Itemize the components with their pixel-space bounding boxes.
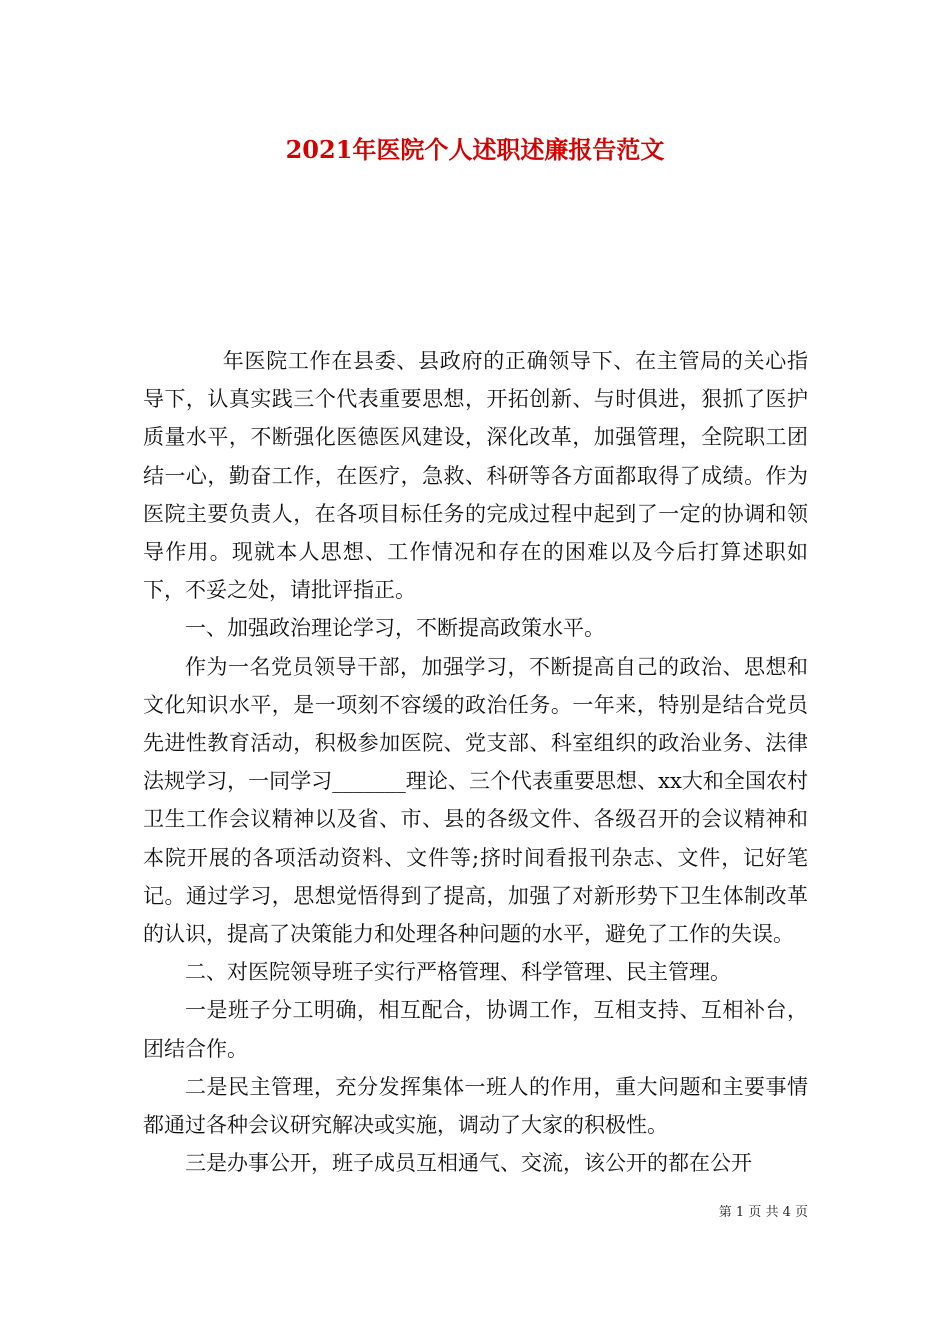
paragraph-item-2: 二是民主管理，充分发挥集体一班人的作用，重大问题和主要事情都通过各种会议研究解决或实施，调动了大家的积极性。	[143, 1074, 808, 1138]
page-number-footer: 第 1 页 共 4 页	[718, 1205, 808, 1220]
paragraph-item-1: 一是班子分工明确，相互配合，协调工作，互相支持、互相补台，团结合作。	[143, 998, 808, 1061]
paragraph-item-3: 三是办事公开，班子成员互相通气、交流，该公开的都在公开	[185, 1151, 752, 1176]
paragraph-study: 作为一名党员领导干部，加强学习，不断提高自己的政治、思想和文化知识水平，是一项刻不容缓的政治任务。一年来，特别是结合党员先进性教育活动，积极参加医院、党支部、科室组织的政治业务、法律法规学习，一同学习_______理论、三个代表重要思想、xx大和全国农村卫生工作会议精神以及省、市、县的各级文件、各级召开的会议精神和本院开展的各项活动资料、文件等;挤时间看报刊杂志、文件，记好笔记。通过学习，思想觉悟得到了提高，加强了对新形势下卫生体制改革的认识，提高了决策能力和处理各种问题的水平，避免了工作的失误。	[143, 654, 808, 947]
document-body	[143, 342, 808, 1182]
section-heading-2: 二、对医院领导班子实行严格管理、科学管理、民主管理。	[185, 960, 731, 985]
document-title: 2021年医院个人述职述廉报告范文	[285, 135, 665, 164]
paragraph-intro: 年医院工作在县委、县政府的正确领导下、在主管局的关心指导下，认真实践三个代表重要思想，开拓创新、与时俱进，狠抓了医护质量水平，不断强化医德医风建设，深化改革，加强管理，全院职工团结一心，勤奋工作，在医疗，急救、科研等各方面都取得了成绩。作为医院主要负责人，在各项目标任务的完成过程中起到了一定的协调和领导作用。现就本人思想、工作情况和存在的困难以及今后打算述职如下，不妥之处，请批评指正。	[143, 349, 808, 603]
section-heading-1: 一、加强政治理论学习，不断提高政策水平。	[185, 616, 605, 641]
